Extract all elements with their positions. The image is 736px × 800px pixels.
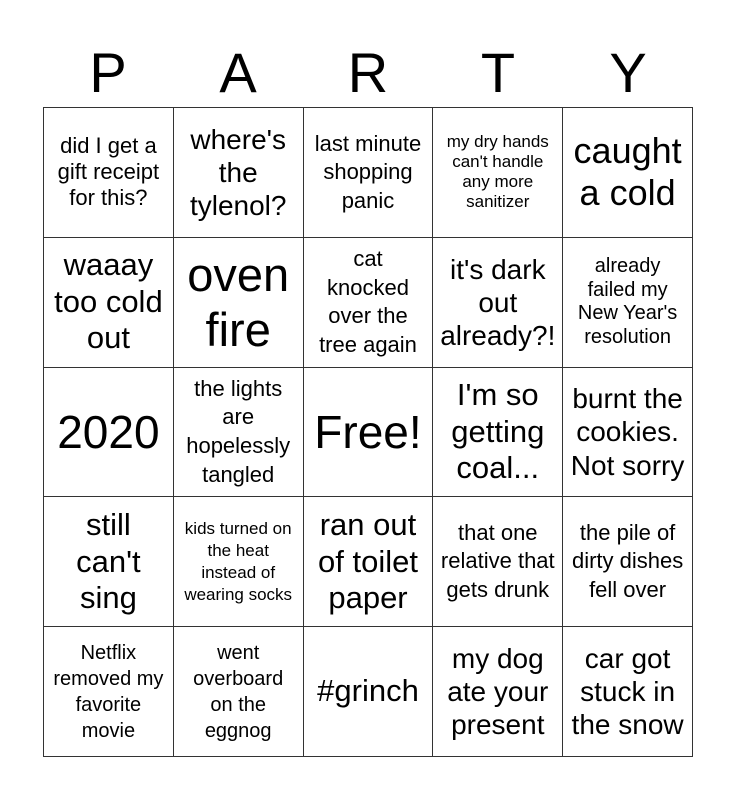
header-letter-t: T [480, 41, 516, 104]
bingo-cell[interactable]: 2020 [44, 368, 174, 498]
bingo-cell[interactable]: my dry hands can't handle any more sanitizer [433, 108, 563, 238]
free-space-cell[interactable]: Free! [304, 368, 434, 498]
header-letter-p: P [89, 41, 127, 104]
bingo-header [43, 40, 693, 106]
bingo-cell[interactable]: still can't sing [44, 497, 174, 627]
bingo-cell[interactable]: my dog ate your present [433, 627, 563, 757]
bingo-cell[interactable]: caught a cold [563, 108, 693, 238]
bingo-cell[interactable]: burnt the cookies. Not sorry [563, 368, 693, 498]
bingo-cell[interactable]: that one relative that gets drunk [433, 497, 563, 627]
bingo-cell[interactable]: did I get a gift receipt for this? [44, 108, 174, 238]
bingo-cell[interactable]: the lights are hopelessly tangled [174, 368, 304, 498]
bingo-cell[interactable]: #grinch [304, 627, 434, 757]
bingo-cell[interactable]: ran out of toilet paper [304, 497, 434, 627]
bingo-cell[interactable]: went overboard on the eggnog [174, 627, 304, 757]
bingo-cell[interactable]: the pile of dirty dishes fell over [563, 497, 693, 627]
bingo-cell[interactable]: kids turned on the heat instead of wearing socks [174, 497, 304, 627]
bingo-board [43, 107, 693, 757]
bingo-cell[interactable]: oven fire [174, 238, 304, 368]
bingo-cell[interactable]: where's the tylenol? [174, 108, 304, 238]
bingo-cell[interactable]: Netflix removed my favorite movie [44, 627, 174, 757]
header-letter-r: R [347, 41, 389, 104]
header-letter-y: Y [609, 41, 647, 104]
bingo-cell[interactable]: cat knocked over the tree again [304, 238, 434, 368]
bingo-cell[interactable]: waaay too cold out [44, 238, 174, 368]
bingo-cell[interactable]: car got stuck in the snow [563, 627, 693, 757]
bingo-cell[interactable]: I'm so getting coal... [433, 368, 563, 498]
header-letter-a: A [219, 41, 257, 104]
bingo-cell[interactable]: already failed my New Year's resolution [563, 238, 693, 368]
bingo-cell[interactable]: last minute shopping panic [304, 108, 434, 238]
bingo-cell[interactable]: it's dark out already?! [433, 238, 563, 368]
